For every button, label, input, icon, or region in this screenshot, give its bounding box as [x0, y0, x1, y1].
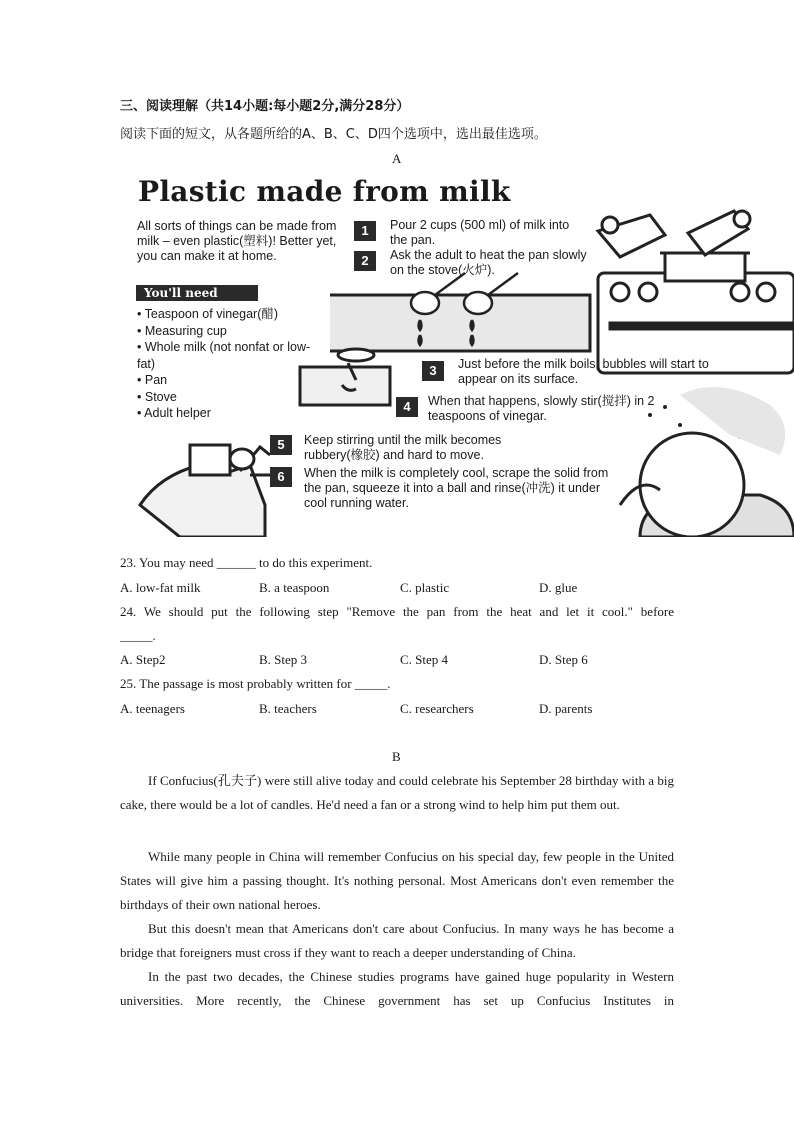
measuring-cup-icon [598, 211, 750, 257]
passage-paragraph: But this doesn't mean that Americans don't care about Confucius. In many ways he has become a bridge that foreigners must cross if they want to reach a deeper understanding of China. [120, 921, 674, 960]
section-title: 三、阅读理解（共14小题:每小题2分,满分28分） [120, 99, 410, 114]
passage-paragraph: While many people in China will remember Confucius on his special day, few people in the United States will give him a passing thought. It's nothing personal. Most Americans don't even remember the birthdays of their own national heroes. [120, 849, 674, 912]
step-1-text: Pour 2 cups (500 ml) of milk into the pan. [390, 218, 570, 247]
step-6-text: When the milk is completely cool, scrape the solid from the pan, squeeze it into a ball and rinse(冲洗) it under cool running water. [304, 466, 609, 510]
q25-option-b: B. teachers [259, 701, 317, 716]
infographic-title: Plastic made from milk [138, 175, 511, 208]
step-4-text: When that happens, slowly stir(搅拌) in 2 teaspoons of vinegar. [428, 394, 655, 423]
need-item: • Measuring cup [137, 323, 327, 340]
step-1-number: 1 [354, 221, 376, 241]
passage-paragraph: In the past two decades, the Chinese studies programs have gained huge popularity in Western universities. More recently, the Chinese government has set up Confucius Institutes in [120, 969, 674, 1008]
q24-option-b: B. Step 3 [259, 652, 308, 667]
person-illustration [140, 445, 270, 537]
pan-icon [660, 253, 750, 281]
need-item: • Adult helper [137, 405, 327, 422]
q23-option-b: B. a teaspoon [259, 580, 330, 595]
need-item: • Pan [137, 372, 327, 389]
q23-option-c: C. plastic [400, 580, 450, 595]
step-5-text: Keep stirring until the milk becomes rubbery(橡胶) and hard to move. [304, 433, 502, 462]
need-banner: You'll need [136, 285, 258, 301]
q25-option-a: A. teenagers [120, 701, 185, 716]
question-24: 24. We should put the following step "Remove the pan from the heat and let it cool." before [120, 604, 674, 619]
need-item: • Teaspoon of vinegar(醋) [137, 306, 327, 323]
question-24-cont: _____. [120, 628, 156, 643]
step-3-text: Just before the milk boils, bubbles will start to appear on its surface. [458, 357, 709, 386]
instructions: 阅读下面的短文，从各题所给的A、B、C、D四个选项中，选出最佳选项。 [120, 127, 547, 142]
step-6-number: 6 [270, 467, 292, 487]
counter-line [330, 295, 590, 351]
q23-option-d: D. glue [539, 580, 578, 595]
q24-option-a: A. Step2 [120, 652, 166, 667]
infographic-intro: All sorts of things can be made from milk – even plastic(塑料)! Better yet, you can make it at home. [137, 219, 337, 263]
passage-paragraph: If Confucius(孔夫子) were still alive today and could celebrate his September 28 birthday with a big cake, there would be a lot of candles. He'd need a fan or a strong wind to help him put them out. [120, 773, 674, 812]
q24-option-d: D. Step 6 [539, 652, 588, 667]
q24-option-c: C. Step 4 [400, 652, 449, 667]
q25-option-c: C. researchers [400, 701, 474, 716]
step-3-number: 3 [422, 361, 444, 381]
q25-option-d: D. parents [539, 701, 593, 716]
step-4-number: 4 [396, 397, 418, 417]
part-a-label: A [392, 151, 402, 166]
step-2-text: Ask the adult to heat the pan slowly on the stove(火炉). [390, 248, 587, 277]
question-23: 23. You may need ______ to do this experiment. [120, 555, 373, 570]
question-25: 25. The passage is most probably written for _____. [120, 676, 391, 691]
infographic [120, 175, 794, 537]
q23-option-a: A. low-fat milk [120, 580, 201, 595]
need-item: • Stove [137, 389, 327, 406]
need-list [137, 306, 327, 422]
step-2-number: 2 [354, 251, 376, 271]
step-5-number: 5 [270, 435, 292, 455]
need-item: • Whole milk (not nonfat or low-fat) [137, 339, 327, 372]
part-b-label: B [392, 749, 401, 764]
